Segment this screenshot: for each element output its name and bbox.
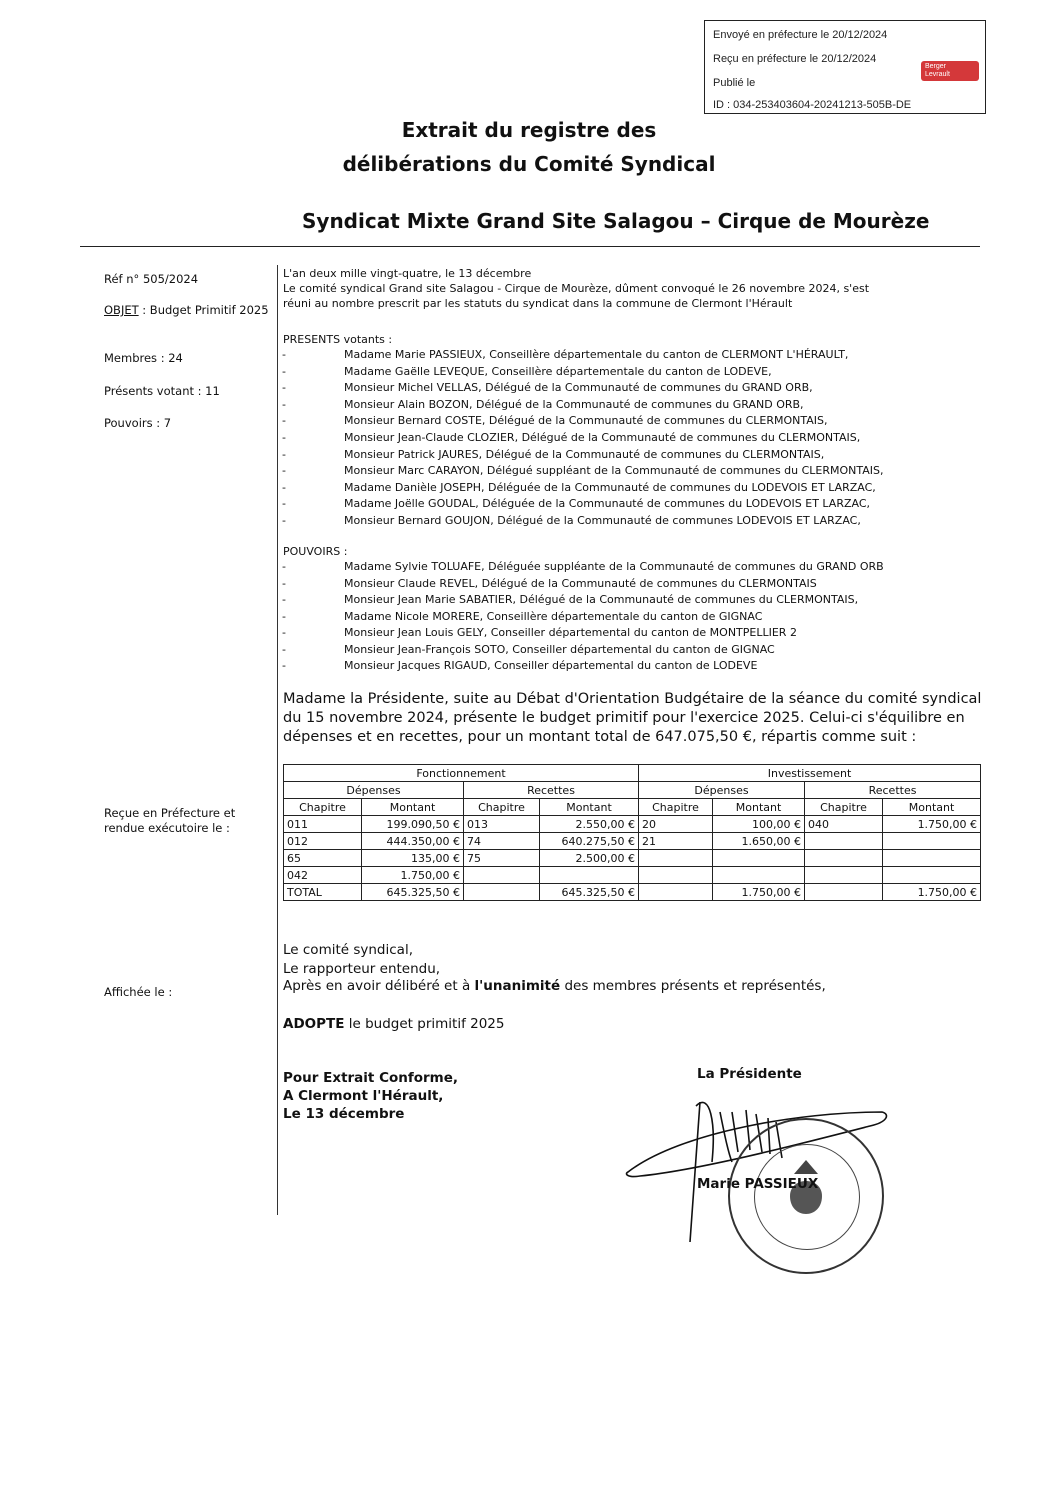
berger-levrault-logo: Berger Levrault (921, 61, 979, 81)
chapitre-cell: 042 (284, 867, 362, 884)
pouvoir-member: Madame Sylvie TOLUAFE, Déléguée suppléante de la Communauté de communes du GRAND ORB (344, 560, 884, 573)
adopte-rest: le budget primitif 2025 (344, 1016, 505, 1032)
seal-emblem-icon (730, 1120, 882, 1272)
montant-cell (713, 867, 805, 884)
official-seal (728, 1118, 884, 1274)
present-member: Monsieur Alain BOZON, Délégué de la Communauté de communes du GRAND ORB, (344, 398, 804, 411)
budget-paragraph: Madame la Présidente, suite au Débat d'Orientation Budgétaire de la séance du comité syndical du 15 novembre 2024, présente le budget primitif pour l'exercice 2025. Celui-ci s'équilibre en dépenses et en recettes, pour un montant total de 647.075,50 €, répartis comme suit : (283, 691, 982, 745)
present-member: Monsieur Bernard COSTE, Délégué de la Communauté de communes du CLERMONTAIS, (344, 414, 828, 427)
chapitre-cell: 21 (639, 833, 713, 850)
objet-value: : Budget Primitif 2025 (138, 303, 269, 317)
closing-1: Pour Extrait Conforme, (283, 1070, 459, 1086)
conclusion-2: Le rapporteur entendu, (283, 961, 441, 977)
chapitre-cell (805, 833, 883, 850)
col-montant: Montant (362, 799, 464, 816)
closing-3: Le 13 décembre (283, 1106, 405, 1122)
col-chapitre: Chapitre (464, 799, 540, 816)
objet (104, 303, 274, 318)
chapitre-cell: 65 (284, 850, 362, 867)
prefecture-reception: Reçue en Préfecture et rendue exécutoire le : (104, 806, 236, 835)
list-dash: - (282, 481, 286, 494)
montant-cell (883, 867, 981, 884)
pouvoirs-heading: POUVOIRS : (283, 545, 348, 558)
col-chapitre: Chapitre (639, 799, 713, 816)
montant-cell (883, 850, 981, 867)
montant-cell: 100,00 € (713, 816, 805, 833)
montant-cell: 2.550,00 € (540, 816, 639, 833)
budget-table (283, 764, 981, 901)
chapitre-cell: 013 (464, 816, 540, 833)
list-dash: - (282, 398, 286, 411)
act-id: ID : 034-253403604-20241213-505B-DE (713, 99, 912, 111)
conclusion-1: Le comité syndical, (283, 942, 413, 958)
chapitre-cell: 011 (284, 816, 362, 833)
chapitre-cell (639, 850, 713, 867)
investissement-header: Investissement (639, 765, 981, 782)
total-f-depenses: 645.325,50 € (362, 884, 464, 901)
presents-heading: PRESENTS votants : (283, 333, 393, 346)
organization-name: Syndicat Mixte Grand Site Salagou – Cirque de Mourèze (302, 209, 930, 233)
col-chapitre: Chapitre (805, 799, 883, 816)
conclusion-3 (283, 977, 826, 995)
budget-row (284, 850, 981, 867)
reference: Réf n° 505/2024 (104, 272, 199, 286)
total-label: TOTAL (284, 884, 362, 901)
montant-cell: 1.650,00 € (713, 833, 805, 850)
present-member: Monsieur Marc CARAYON, Délégué suppléant de la Communauté de communes du CLERMONTAIS, (344, 464, 884, 477)
list-dash: - (282, 348, 286, 361)
montant-cell (883, 833, 981, 850)
pouvoir-member: Monsieur Jean-François SOTO, Conseiller départemental du canton de GIGNAC (344, 643, 775, 656)
objet-label: OBJET (104, 303, 139, 317)
title-line-1: Extrait du registre des (401, 118, 657, 142)
list-dash: - (282, 659, 286, 672)
unanimite: l'unanimité (474, 978, 561, 994)
pouvoir-member: Monsieur Jean Louis GELY, Conseiller départemental du canton de MONTPELLIER 2 (344, 626, 797, 639)
i-depenses-header: Dépenses (639, 782, 805, 799)
budget-row (284, 816, 981, 833)
montant-cell: 1.750,00 € (362, 867, 464, 884)
affichage: Affichée le : (104, 985, 173, 999)
total-i-depenses: 1.750,00 € (713, 884, 805, 901)
budget-row (284, 833, 981, 850)
budget-row (284, 867, 981, 884)
montant-cell: 444.350,00 € (362, 833, 464, 850)
chapitre-cell: 20 (639, 816, 713, 833)
prefecture-stamp (704, 20, 986, 114)
present-member: Madame Danièle JOSEPH, Déléguée de la Communauté de communes du LODEVOIS ET LARZAC, (344, 481, 876, 494)
list-dash: - (282, 464, 286, 477)
intro-date: L'an deux mille vingt-quatre, le 13 décembre (283, 267, 532, 280)
present-member: Monsieur Michel VELLAS, Délégué de la Communauté de communes du GRAND ORB, (344, 381, 813, 394)
chapitre-cell: 040 (805, 816, 883, 833)
montant-cell: 640.275,50 € (540, 833, 639, 850)
chapitre-cell (464, 867, 540, 884)
president-name: Marie PASSIEUX (697, 1176, 819, 1192)
list-dash: - (282, 381, 286, 394)
i-recettes-header: Recettes (805, 782, 981, 799)
montant-cell (713, 850, 805, 867)
membres-count: Membres : 24 (104, 351, 183, 365)
col-montant: Montant (713, 799, 805, 816)
presents-count: Présents votant : 11 (104, 384, 220, 398)
montant-cell: 135,00 € (362, 850, 464, 867)
deliberation-rest: des membres présents et représentés, (560, 978, 826, 994)
chapitre-cell: 012 (284, 833, 362, 850)
list-dash: - (282, 365, 286, 378)
intro-convocation: Le comité syndical Grand site Salagou - Cirque de Mourèze, dûment convoqué le 26 novembre 2024, s'est (283, 282, 870, 295)
montant-cell: 1.750,00 € (883, 816, 981, 833)
list-dash: - (282, 431, 286, 444)
pouvoirs-count: Pouvoirs : 7 (104, 416, 172, 430)
list-dash: - (282, 560, 286, 573)
montant-cell (540, 867, 639, 884)
present-member: Madame Joëlle GOUDAL, Déléguée de la Communauté de communes du LODEVOIS ET LARZAC, (344, 497, 871, 510)
published-date: Publié le (713, 77, 756, 89)
pouvoir-member: Monsieur Jacques RIGAUD, Conseiller départemental du canton de LODEVE (344, 659, 758, 672)
title-line-2: délibérations du Comité Syndical (342, 152, 716, 176)
total-f-recettes: 645.325,50 € (540, 884, 639, 901)
fonctionnement-header: Fonctionnement (284, 765, 639, 782)
header-divider (80, 246, 980, 247)
list-dash: - (282, 626, 286, 639)
pouvoir-member: Monsieur Claude REVEL, Délégué de la Communauté de communes du CLERMONTAIS (344, 577, 817, 590)
list-dash: - (282, 497, 286, 510)
total-i-recettes: 1.750,00 € (883, 884, 981, 901)
pouvoir-member: Monsieur Jean Marie SABATIER, Délégué de la Communauté de communes du CLERMONTAIS, (344, 593, 859, 606)
col-chapitre: Chapitre (284, 799, 362, 816)
col-montant: Montant (883, 799, 981, 816)
present-member: Monsieur Patrick JAURES, Délégué de la Communauté de communes du CLERMONTAIS, (344, 448, 825, 461)
list-dash: - (282, 643, 286, 656)
closing-2: A Clermont l'Hérault, (283, 1088, 444, 1104)
sent-date: Envoyé en préfecture le 20/12/2024 (713, 29, 888, 41)
received-date: Reçu en préfecture le 20/12/2024 (713, 53, 877, 65)
chapitre-cell: 74 (464, 833, 540, 850)
margin-rule (277, 265, 278, 1215)
list-dash: - (282, 514, 286, 527)
intro-location: réuni au nombre prescrit par les statuts du syndicat dans la commune de Clermont l'Hérault (283, 297, 793, 310)
president-title: La Présidente (697, 1066, 802, 1082)
f-recettes-header: Recettes (464, 782, 639, 799)
chapitre-cell (805, 867, 883, 884)
present-member: Madame Marie PASSIEUX, Conseillère départementale du canton de CLERMONT L'HÉRAULT, (344, 348, 849, 361)
col-montant: Montant (540, 799, 639, 816)
chapitre-cell (805, 850, 883, 867)
adopte-label: ADOPTE (283, 1016, 345, 1032)
present-member: Monsieur Bernard GOUJON, Délégué de la Communauté de communes LODEVOIS ET LARZAC, (344, 514, 861, 527)
f-depenses-header: Dépenses (284, 782, 464, 799)
montant-cell: 2.500,00 € (540, 850, 639, 867)
present-member: Madame Gaëlle LEVEQUE, Conseillère départementale du canton de LODEVE, (344, 365, 772, 378)
montant-cell: 199.090,50 € (362, 816, 464, 833)
pouvoir-member: Madame Nicole MORERE, Conseillère départementale du canton de GIGNAC (344, 610, 763, 623)
list-dash: - (282, 448, 286, 461)
deliberation-text: Après en avoir délibéré et à (283, 978, 475, 994)
present-member: Monsieur Jean-Claude CLOZIER, Délégué de la Communauté de communes du CLERMONTAIS, (344, 431, 861, 444)
list-dash: - (282, 593, 286, 606)
adoption (283, 1015, 504, 1033)
chapitre-cell (639, 867, 713, 884)
list-dash: - (282, 577, 286, 590)
list-dash: - (282, 414, 286, 427)
total-row (284, 884, 981, 901)
budget-rows (284, 816, 981, 884)
chapitre-cell: 75 (464, 850, 540, 867)
list-dash: - (282, 610, 286, 623)
